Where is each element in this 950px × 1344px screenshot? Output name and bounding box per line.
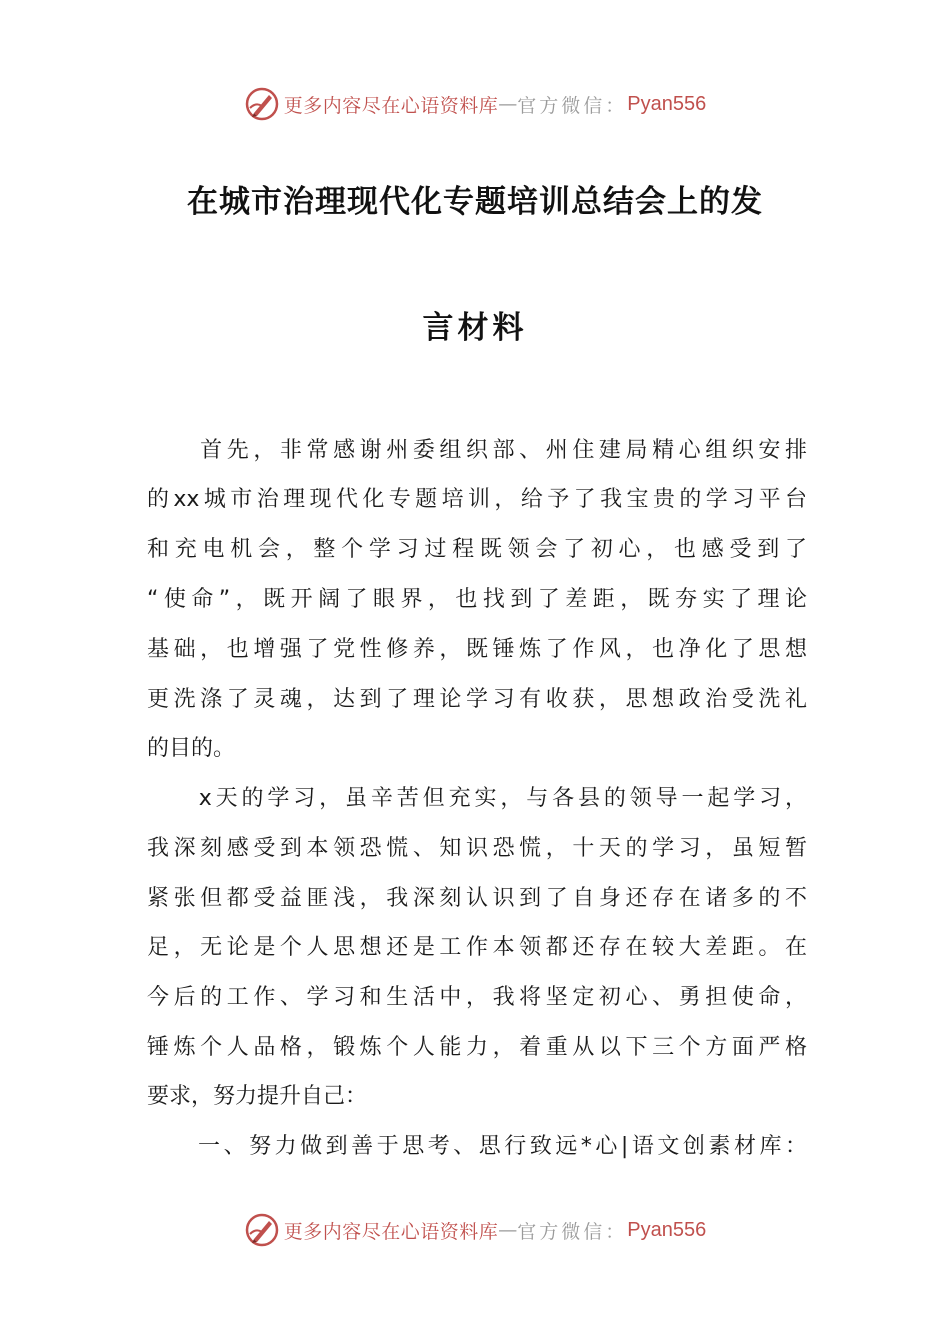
text-line: 我深刻感受到本领恐慌、知识恐慌，十天的学习，虽短暂	[147, 836, 807, 861]
footer-banner	[0, 1208, 950, 1252]
pen-logo-icon	[244, 1212, 280, 1248]
text-line: 的xx城市治理现代化专题培训，给予了我宝贵的学习平台	[147, 487, 807, 512]
text-line: 今后的工作、学习和生活中，我将坚定初心、勇担使命，	[147, 985, 807, 1010]
site-name: 更多内容尽在心语资料库	[283, 1220, 499, 1243]
wechat-label: 官方微信：	[517, 94, 628, 117]
text-line: 的目的。	[147, 736, 236, 761]
text-line: 一、努力做到善于思考、思行致远*心|语文创素材库：	[147, 1134, 807, 1159]
text-line: 要求，努力提升自己：	[147, 1084, 368, 1109]
banner-separator: —	[498, 1219, 518, 1241]
text-line: x天的学习，虽辛苦但充实，与各县的领导一起学习，	[147, 786, 807, 811]
text-line: 锤炼个人品格，锻炼个人能力，着重从以下三个方面严格	[147, 1035, 807, 1060]
banner-separator: —	[498, 93, 518, 115]
wechat-label: 官方微信：	[517, 1220, 628, 1243]
site-name: 更多内容尽在心语资料库	[283, 94, 499, 117]
text-line: 首先，非常感谢州委组织部、州住建局精心组织安排	[147, 438, 807, 463]
pen-logo-icon	[244, 86, 280, 122]
wechat-id: Pyan556	[627, 1218, 707, 1241]
header-banner	[0, 82, 950, 126]
document-title-line-1: 在城市治理现代化专题培训总结会上的发	[187, 184, 763, 220]
text-line: 和充电机会，整个学习过程既领会了初心，也感受到了	[147, 537, 807, 562]
text-line: 足，无论是个人思想还是工作本领都还存在较大差距。在	[147, 935, 807, 960]
text-line: 基础，也增强了党性修养，既锤炼了作风，也净化了思想	[147, 637, 807, 662]
text-line: “使命”，既开阔了眼界，也找到了差距，既夯实了理论	[147, 587, 807, 612]
wechat-id: Pyan556	[627, 92, 707, 115]
text-line: 紧张但都受益匪浅，我深刻认识到了自身还存在诸多的不	[147, 886, 807, 911]
document-title-line-2: 言材料	[422, 310, 528, 346]
text-line: 更洗涤了灵魂，达到了理论学习有收获，思想政治受洗礼	[147, 687, 807, 712]
